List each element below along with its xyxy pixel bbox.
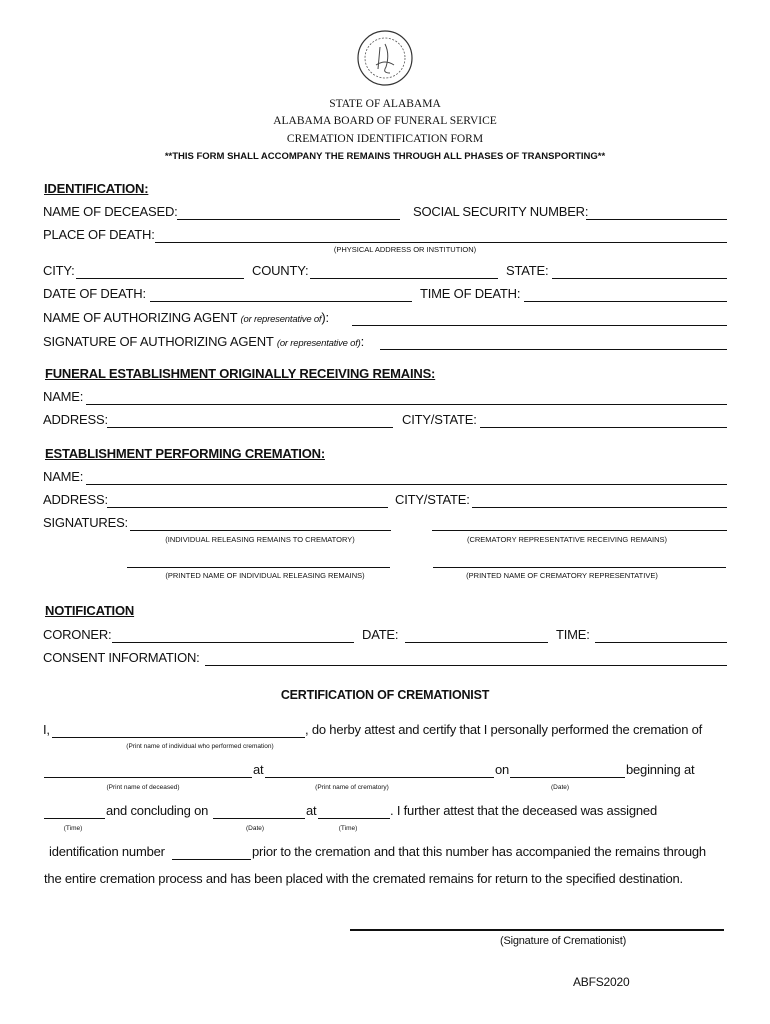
cr-city-state-field[interactable] [472, 493, 727, 508]
funeral-establishment-heading: FUNERAL ESTABLISHMENT ORIGINALLY RECEIVING REMAINS: [45, 366, 436, 381]
signatures-label: SIGNATURES: [43, 515, 128, 530]
cert-on: on [495, 762, 510, 777]
receiving-signature-caption: (CREMATORY REPRESENTATIVE RECEIVING REMAINS) [466, 535, 668, 544]
date-of-death-label: DATE OF DEATH: [43, 286, 146, 301]
notification-time-label: TIME: [556, 627, 590, 642]
agent-sig-end: : [360, 334, 365, 349]
date-caption: (Date) [550, 784, 570, 791]
time-of-death-label: TIME OF DEATH: [420, 286, 521, 301]
county-label: COUNTY: [252, 263, 309, 278]
cert-deceased-name-field[interactable] [44, 763, 252, 778]
ssn-field[interactable] [586, 205, 727, 220]
cr-name-field[interactable] [86, 470, 727, 485]
ssn-label: SOCIAL SECURITY NUMBER: [413, 204, 589, 219]
coroner-label: CORONER: [43, 627, 112, 642]
cert-i: I, [43, 722, 50, 737]
releasing-printed-caption: (PRINTED NAME OF INDIVIDUAL RELEASING REMAINS) [165, 571, 365, 580]
fe-city-state-label: CITY/STATE: [402, 412, 477, 427]
cert-prior-text: prior to the cremation and that this number has accompanied the remains through [252, 844, 706, 859]
agent-signature-field[interactable] [380, 335, 727, 350]
deceased-name-field[interactable] [177, 205, 400, 220]
notification-heading: NOTIFICATION [45, 603, 135, 618]
header-board: ALABAMA BOARD OF FUNERAL SERVICE [273, 115, 497, 127]
cert-begin-date-field[interactable] [510, 763, 625, 778]
agent-name-label [43, 310, 329, 328]
cr-address-field[interactable] [107, 493, 388, 508]
cr-city-state-label: CITY/STATE: [395, 492, 470, 507]
notification-date-label: DATE: [362, 627, 399, 642]
state-seal-icon [356, 29, 414, 87]
identification-heading: IDENTIFICATION: [44, 181, 149, 196]
fe-address-field[interactable] [107, 413, 393, 428]
agent-name-end: ): [321, 310, 329, 325]
state-field[interactable] [552, 264, 727, 279]
time2-caption: (Time) [338, 825, 358, 832]
fe-name-label: NAME: [43, 389, 84, 404]
state-label: STATE: [506, 263, 549, 278]
cert-concluding-on: and concluding on [106, 803, 209, 818]
fe-city-state-field[interactable] [480, 413, 727, 428]
releasing-signature-caption: (INDIVIDUAL RELEASING REMAINS TO CREMATORY) [165, 535, 355, 544]
performer-caption: (Print name of individual who performed cremation) [126, 743, 274, 750]
city-label: CITY: [43, 263, 75, 278]
notification-time-field[interactable] [595, 628, 727, 643]
cert-end-time-field[interactable] [318, 804, 390, 819]
cr-name-label: NAME: [43, 469, 84, 484]
time-of-death-field[interactable] [524, 287, 727, 302]
agent-signature-label [43, 334, 364, 352]
releasing-signature-field[interactable] [130, 516, 391, 531]
place-of-death-label: PLACE OF DEATH: [43, 227, 155, 242]
consent-label: CONSENT INFORMATION: [43, 650, 200, 665]
cert-begin-time-field[interactable] [44, 804, 105, 819]
city-field[interactable] [76, 264, 244, 279]
cremationist-signature-field[interactable] [350, 929, 724, 931]
crematory-caption: (Print name of crematory) [315, 784, 389, 791]
identification-number-field[interactable] [172, 845, 251, 860]
deceased-name-label: NAME OF DECEASED: [43, 204, 178, 219]
cert-crematory-name-field[interactable] [265, 763, 494, 778]
agent-sig-note: (or representative of) [276, 338, 361, 349]
form-code: ABFS2020 [573, 975, 630, 989]
cr-address-label: ADDRESS: [43, 492, 108, 507]
cert-attest-text: , do herby attest and certify that I personally performed the cremation of [305, 722, 703, 737]
notification-date-field[interactable] [405, 628, 548, 643]
cert-beginning-at: beginning at [626, 762, 695, 777]
place-caption: (PHYSICAL ADDRESS OR INSTITUTION) [333, 245, 477, 254]
header-notice: **THIS FORM SHALL ACCOMPANY THE REMAINS THROUGH ALL PHASES OF TRANSPORTING** [164, 151, 606, 162]
certification-heading: CERTIFICATION OF CREMATIONIST [280, 688, 490, 702]
cert-end-date-field[interactable] [213, 804, 305, 819]
date-of-death-field[interactable] [150, 287, 412, 302]
fe-address-label: ADDRESS: [43, 412, 108, 427]
header-form-title: CREMATION IDENTIFICATION FORM [286, 133, 484, 145]
coroner-field[interactable] [112, 628, 354, 643]
agent-name-text: NAME OF AUTHORIZING AGENT [43, 310, 238, 325]
county-field[interactable] [310, 264, 498, 279]
receiving-signature-field[interactable] [432, 516, 727, 531]
rep-printed-name-field[interactable] [433, 553, 726, 568]
performer-name-field[interactable] [52, 723, 305, 738]
agent-name-note: (or representative of [240, 314, 322, 325]
crematory-heading: ESTABLISHMENT PERFORMING CREMATION: [45, 446, 325, 461]
agent-sig-text: SIGNATURE OF AUTHORIZING AGENT [43, 334, 274, 349]
cremationist-signature-caption: (Signature of Cremationist) [500, 935, 627, 947]
cert-at: at [253, 762, 264, 777]
rep-printed-caption: (PRINTED NAME OF CREMATORY REPRESENTATIVE) [466, 571, 658, 580]
cert-further-text: . I further attest that the deceased was assigned [390, 803, 657, 818]
cert-at2: at [306, 803, 317, 818]
agent-name-field[interactable] [352, 311, 727, 326]
header-state: STATE OF ALABAMA [329, 98, 441, 110]
time-caption: (Time) [63, 825, 83, 832]
deceased-caption: (Print name of deceased) [106, 784, 180, 791]
cert-id-number-label: identification number [49, 844, 165, 859]
cert-entire-text: the entire cremation process and has been placed with the cremated remains for return to the specified destination. [44, 871, 683, 886]
consent-field[interactable] [205, 651, 727, 666]
fe-name-field[interactable] [86, 390, 727, 405]
releasing-printed-name-field[interactable] [127, 553, 390, 568]
place-of-death-field[interactable] [155, 228, 727, 243]
date2-caption: (Date) [245, 825, 265, 832]
